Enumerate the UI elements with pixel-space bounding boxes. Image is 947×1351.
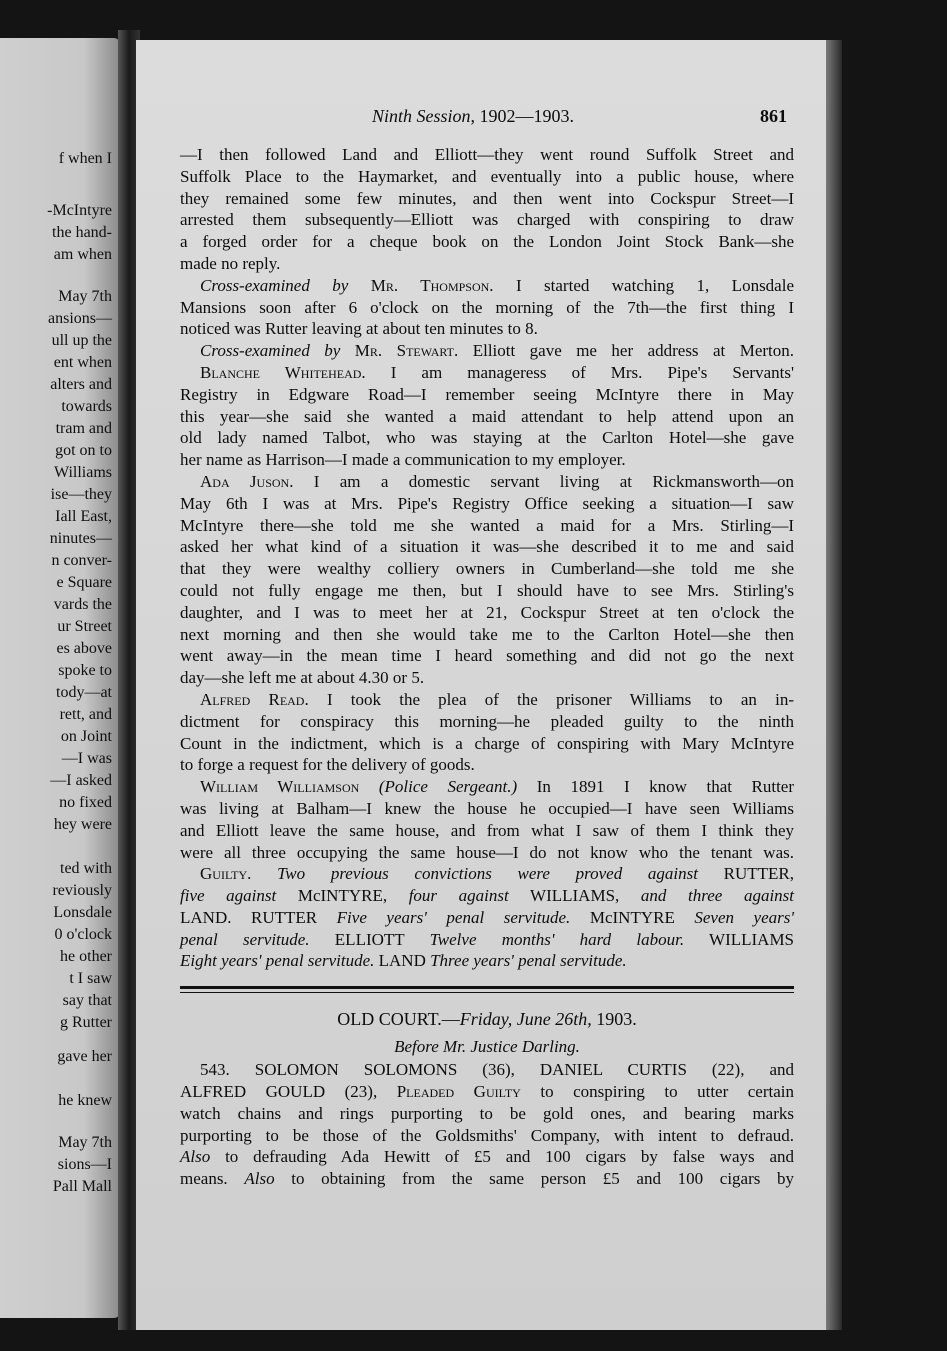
- left-fragment: May 7th: [58, 288, 112, 305]
- paragraph: [180, 144, 794, 275]
- text-line: arrested them subsequently—Elliott was charged with conspiring to draw: [180, 210, 794, 230]
- text-line: Cross-examined by Mr. Stewart. Elliott gave me her address at Merton.: [200, 341, 795, 361]
- judge-line: Before Mr. Justice Darling.: [394, 1037, 580, 1057]
- case-paragraph: [180, 1059, 794, 1190]
- page-number: 861: [760, 106, 787, 126]
- section-rule-thin: [180, 992, 794, 993]
- text-line: and Elliott leave the same house, and from what I saw of them I think they: [180, 820, 794, 840]
- text-line: —I then followed Land and Elliott—they went round Suffolk Street and: [180, 145, 794, 164]
- paragraph: [180, 471, 794, 689]
- text-line: means. Also to obtaining from the same person £5 and 100 cigars by: [180, 1169, 795, 1189]
- text-line: LAND. RUTTER Five years' penal servitude. McINTYRE Seven years': [180, 907, 795, 927]
- page-header: [136, 106, 830, 132]
- text-line: purporting to be those of the Goldsmiths' Company, with intent to defraud.: [180, 1125, 794, 1145]
- left-fragment: g Rutter: [60, 1014, 112, 1031]
- left-page: [0, 38, 120, 1318]
- left-fragment: ull up the: [51, 332, 112, 349]
- text-line: Eight years' penal servitude. LAND Three years' penal servitude.: [180, 951, 627, 971]
- text-line: could not fully engage me then, but I should have to see Mrs. Stirling's: [180, 580, 794, 600]
- left-fragment: Pall Mall: [52, 1178, 112, 1195]
- text-line: that they were wealthy colliery owners in Cumberland—she told me she: [180, 559, 794, 579]
- paragraph: [180, 362, 794, 471]
- text-line: made no reply.: [180, 253, 281, 273]
- text-line: May 6th I was at Mrs. Pipe's Registry Office seeking a situation—I saw: [180, 493, 794, 513]
- text-line: daughter, and I was to meet her at 21, Cockspur Street at ten o'clock the: [180, 602, 794, 622]
- text-line: this year—she said she wanted a maid attendant to help attend upon an: [180, 406, 794, 426]
- left-fragment: say that: [62, 992, 112, 1009]
- left-fragment: Iall East,: [55, 508, 112, 525]
- text-line: ALFRED GOULD (23), Pleaded Guilty to conspiring to utter certain: [180, 1082, 795, 1102]
- left-fragment: vards the: [53, 596, 112, 613]
- text-line: penal servitude. ELLIOTT Twelve months' hard labour. WILLIAMS: [180, 929, 795, 949]
- left-fragment: spoke to: [58, 662, 112, 679]
- left-fragment: ansions—: [48, 310, 112, 327]
- text-line: Ada Juson. I am a domestic servant living at Rickmansworth—on: [200, 471, 794, 491]
- paragraph: [180, 776, 794, 863]
- text-line: McIntyre there—she told me she wanted a maid for a Mrs. Stirling—I: [180, 515, 794, 535]
- left-fragment: -McIntyre: [47, 202, 112, 219]
- running-head: Ninth Session, 1902—1903.: [372, 106, 575, 126]
- left-fragment: —I was: [61, 750, 112, 767]
- text-line: day—she left me at about 4.30 or 5.: [180, 668, 425, 688]
- text-line: a forged order for a cheque book on the London Joint Stock Bank—she: [180, 232, 794, 252]
- left-fragment: ise—they: [50, 486, 112, 503]
- left-fragment: on Joint: [60, 728, 112, 745]
- text-line: was living at Balham—I knew the house he occupied—I have seen Williams: [180, 798, 794, 818]
- text-line: Suffolk Place to the Haymarket, and eventually into a public house, where: [180, 166, 794, 186]
- paragraph: [180, 340, 794, 362]
- left-fragment: May 7th: [58, 1134, 112, 1151]
- text-line: Count in the indictment, which is a charge of conspiring with Mary McIntyre: [180, 733, 794, 753]
- left-fragment: am when: [53, 246, 112, 263]
- left-fragment: tody—at: [56, 684, 112, 701]
- left-fragment: the hand-: [52, 224, 112, 241]
- text-line: Registry in Edgware Road—I remember seeing McIntyre there in May: [180, 384, 794, 404]
- left-fragment: 0 o'clock: [54, 926, 112, 943]
- text-line: they remained some few minutes, and then went into Cockspur Street—I: [180, 188, 794, 208]
- text-line: William Williamson (Police Sergeant.) In 1891 I know that Rutter: [200, 777, 795, 797]
- text-line: noticed was Rutter leaving at about ten minutes to 8.: [180, 319, 538, 339]
- left-fragment: gave her: [57, 1048, 112, 1065]
- left-fragment: sions—I: [57, 1156, 112, 1173]
- left-fragment: towards: [61, 398, 112, 415]
- text-line: to forge a request for the delivery of goods.: [180, 755, 475, 775]
- text-line: Guilty. Two previous convictions were proved against RUTTER,: [200, 864, 795, 884]
- paragraph: [180, 689, 794, 776]
- text-line: Cross-examined by Mr. Thompson. I started watching 1, Lonsdale: [200, 275, 794, 295]
- section-rule: [180, 986, 794, 989]
- text-line: watch chains and rings purporting to be gold ones, and bearing marks: [180, 1103, 794, 1123]
- left-fragment: ur Street: [57, 618, 112, 635]
- verdict: [180, 863, 794, 972]
- text-line: Also to defrauding Ada Hewitt of £5 and 100 cigars by false ways and: [180, 1147, 795, 1167]
- left-fragment: alters and: [50, 376, 112, 393]
- left-fragment: no fixed: [59, 794, 112, 811]
- text-line: next morning and then she would take me to the Carlton Hotel—she then: [180, 624, 794, 644]
- text-line: dictment for conspiracy this morning—he pleaded guilty to the ninth: [180, 711, 794, 731]
- left-fragment: —I asked: [50, 772, 112, 789]
- text-line: were all three occupying the same house—I do not know who the tenant was.: [180, 842, 794, 862]
- text-line: five against McINTYRE, four against WILLIAMS, and three against: [180, 886, 795, 906]
- text-line: asked her what kind of a situation it was—she described it to me and said: [180, 537, 794, 557]
- left-fragment: hey were: [53, 816, 112, 833]
- left-fragment: tram and: [55, 420, 112, 437]
- left-fragment: f when I: [58, 150, 112, 167]
- left-fragment: es above: [56, 640, 112, 657]
- text-line: Alfred Read. I took the plea of the prisoner Williams to an in-: [200, 689, 794, 709]
- left-fragment: he knew: [58, 1092, 112, 1109]
- left-fragment: Williams: [53, 464, 112, 481]
- body-text: [180, 144, 794, 1190]
- text-line: Blanche Whitehead. I am manageress of Mrs. Pipe's Servants': [200, 362, 795, 382]
- court-heading: OLD COURT.—Friday, June 26th, 1903.: [337, 1009, 637, 1030]
- left-fragment: e Square: [56, 574, 112, 591]
- right-page: [136, 40, 830, 1330]
- left-fragment: ted with: [60, 860, 112, 877]
- left-fragment: rett, and: [59, 706, 112, 723]
- left-fragment: Lonsdale: [53, 904, 112, 921]
- left-fragment: he other: [60, 948, 112, 965]
- left-fragment: ninutes—: [49, 530, 112, 547]
- text-line: Mansions soon after 6 o'clock on the morning of the 7th—the first thing I: [180, 297, 794, 317]
- text-line: her name as Harrison—I made a communication to my employer.: [180, 450, 626, 470]
- left-fragment: ent when: [53, 354, 112, 371]
- left-fragment: reviously: [52, 882, 112, 899]
- left-fragment: t I saw: [69, 970, 112, 987]
- page-edge: [826, 40, 842, 1330]
- left-fragment: got on to: [55, 442, 112, 459]
- text-line: 543. SOLOMON SOLOMONS (36), DANIEL CURTIS (22), and: [200, 1060, 794, 1080]
- left-fragment: n conver-: [51, 552, 112, 569]
- paragraph: [180, 275, 794, 340]
- text-line: old lady named Talbot, who was staying at the Carlton Hotel—she gave: [180, 428, 794, 448]
- text-line: went away—in the mean time I heard something and did not go the next: [180, 646, 794, 666]
